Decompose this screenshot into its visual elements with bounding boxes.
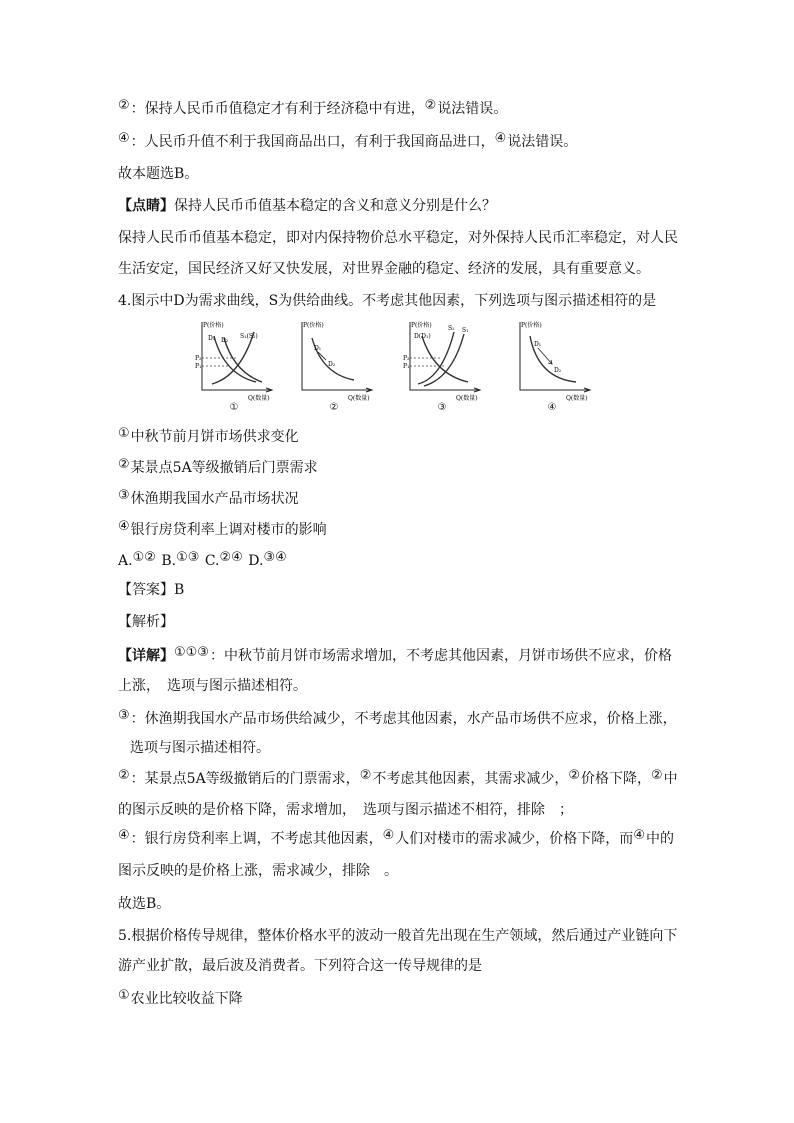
tip-heading — [118, 196, 496, 216]
x-axis-label: Q(数量) — [456, 395, 478, 402]
graph-1 — [194, 318, 274, 418]
text-span: 中秋节前月饼市场供求变化 — [130, 429, 299, 445]
text-line: 的图示反映的是价格下降，需求增加， 选项与图示描述不相符，排除 ； — [118, 802, 573, 818]
graph-label: ① — [229, 402, 239, 413]
text-line — [118, 129, 577, 152]
text-line: 上涨， 选项与图示描述相符。 — [118, 678, 307, 694]
curve-label: S₁ — [462, 327, 469, 334]
question-4: 4.图示中D为需求曲线，S为供给曲线。不考虑其他因素，下列选项与图示描述相符的是 — [118, 293, 657, 309]
text-span: 农业比较收益下降 — [130, 991, 243, 1007]
text-span: 休渔期我国水产品市场状况 — [130, 491, 299, 507]
supply-demand-figure — [194, 318, 588, 418]
text-line: 保持人民币币值基本稳定，即对内保持物价总水平稳定，对外保持人民币汇率稳定，对人民 — [118, 230, 678, 246]
section-bracket: 【详解】 — [118, 648, 174, 664]
option-4 — [118, 517, 327, 540]
circled-number: ③④ — [263, 550, 287, 565]
circled-number: ③ — [118, 488, 130, 503]
y-axis-label: P(价格) — [411, 322, 432, 329]
curve-label: D₁ — [208, 335, 216, 342]
circled-number: ② — [118, 768, 130, 783]
section-bracket: 【点睛】 — [118, 198, 174, 214]
detail-line — [118, 826, 674, 849]
circled-number: ③ — [118, 708, 130, 723]
choice-letter: B. — [161, 553, 177, 569]
graph-label: ② — [329, 402, 339, 413]
circled-number: ② — [568, 768, 580, 783]
text-span: ：休渔期我国水产品市场供给减少，不考虑其他因素，水产品市场供不应求，价格上涨， — [130, 711, 677, 727]
y-axis-label: P(价格) — [203, 322, 224, 329]
circled-number: ② — [424, 98, 437, 113]
graph-label: ④ — [547, 402, 557, 413]
curve-label: S₁(S₂) — [240, 333, 258, 340]
text-span: ：中秋节前月饼市场需求增加，不考虑其他因素，月饼市场供不应求，价格 — [209, 648, 672, 664]
circled-number: ② — [118, 457, 130, 472]
circled-number: ①③ — [176, 550, 200, 565]
text-span: ：保持人民币币值稳定才有利于经济稳中有进， — [130, 101, 425, 117]
choice-letter: A. — [118, 553, 133, 569]
graph-label: ③ — [437, 402, 447, 413]
circled-number: ④ — [118, 519, 130, 534]
text-span: 说法错误。 — [437, 101, 508, 117]
circled-number: ② — [359, 768, 372, 783]
analysis-heading: 【解析】 — [118, 614, 174, 630]
text-span: 保持人民币币值基本稳定的含义和意义分别是什么？ — [174, 198, 496, 214]
option-1 — [118, 986, 243, 1009]
text-line: 图示反映的是价格上涨，需求减少，排除 。 — [118, 863, 398, 879]
price-label: P₁ — [403, 363, 410, 370]
choice-letter: C. — [204, 553, 220, 569]
option-3 — [118, 486, 299, 509]
detail-line — [118, 706, 677, 729]
text-span: 某景点5A等级撤销后门票需求 — [130, 460, 318, 476]
circled-number: ④ — [633, 828, 645, 843]
text-line: 选项与图示描述相符。 — [130, 740, 270, 756]
text-span: 说法错误。 — [507, 134, 578, 150]
circled-number: ④ — [118, 131, 130, 146]
price-label: P₂ — [403, 355, 410, 362]
circled-number: ①② — [132, 550, 156, 565]
detail-line — [118, 766, 678, 789]
curve-label: D₁ — [314, 345, 322, 352]
text-line: 游产业扩散，最后波及消费者。下列符合这一传导规律的是 — [118, 958, 482, 974]
circled-number: ④ — [494, 131, 507, 146]
text-span: 人们对楼市的需求减少，价格下降，而 — [395, 831, 634, 847]
circled-number: ① — [118, 426, 130, 441]
graph-4 — [512, 318, 592, 418]
text-span: ：某景点5A等级撤销后的门票需求， — [130, 771, 360, 787]
text-span: 价格下降， — [581, 771, 651, 787]
curve-label: D(D₁) — [414, 333, 431, 340]
option-2 — [118, 455, 318, 478]
circled-number: ① — [118, 988, 130, 1003]
text-span: 不考虑其他因素，其需求减少， — [372, 771, 569, 787]
text-span: 中 — [663, 771, 678, 787]
x-axis-label: Q(数量) — [248, 395, 270, 402]
text-line: 故选B。 — [118, 896, 171, 912]
answer-choices — [118, 548, 288, 571]
curve-label: D₂ — [554, 367, 562, 374]
text-span: ：人民币升值不利于我国商品出口，有利于我国商品进口， — [130, 134, 495, 150]
text-span: 中的 — [645, 831, 674, 847]
y-axis-label: P(价格) — [303, 322, 324, 329]
choice-letter: D. — [248, 553, 264, 569]
curve-label: D₂ — [328, 361, 336, 368]
graph-2 — [294, 318, 374, 418]
curve-label: D₂ — [221, 337, 229, 344]
graph-3 — [402, 318, 482, 418]
y-axis-label: P(价格) — [521, 322, 542, 329]
detail-line — [118, 643, 672, 666]
option-1 — [118, 424, 299, 447]
x-axis-label: Q(数量) — [348, 395, 370, 402]
circled-number: ② — [651, 768, 663, 783]
curve-label: S₂ — [448, 325, 455, 332]
circled-number: ①①③ — [174, 645, 209, 660]
text-span: 银行房贷利率上调对楼市的影响 — [130, 522, 327, 538]
circled-number: ④ — [382, 828, 395, 843]
circled-number: ④ — [118, 828, 130, 843]
question-5: 5.根据价格传导规律，整体价格水平的波动一般首先出现在生产领域，然后通过产业链向下 — [118, 928, 678, 944]
x-axis-label: Q(数量) — [566, 395, 588, 402]
circled-number: ②④ — [219, 550, 243, 565]
curve-label: D₁ — [534, 341, 542, 348]
price-label: P₁ — [195, 363, 202, 370]
answer-line: 【答案】B — [118, 582, 185, 598]
text-span: ：银行房贷利率上调，不考虑其他因素， — [130, 831, 383, 847]
text-line — [118, 96, 507, 119]
circled-number: ② — [118, 98, 130, 113]
text-line: 故本题选B。 — [118, 166, 199, 182]
price-label: P₂ — [195, 355, 202, 362]
text-line: 生活安定，国民经济又好又快发展，对世界金融的稳定、经济的发展，具有重要意义。 — [118, 261, 650, 277]
